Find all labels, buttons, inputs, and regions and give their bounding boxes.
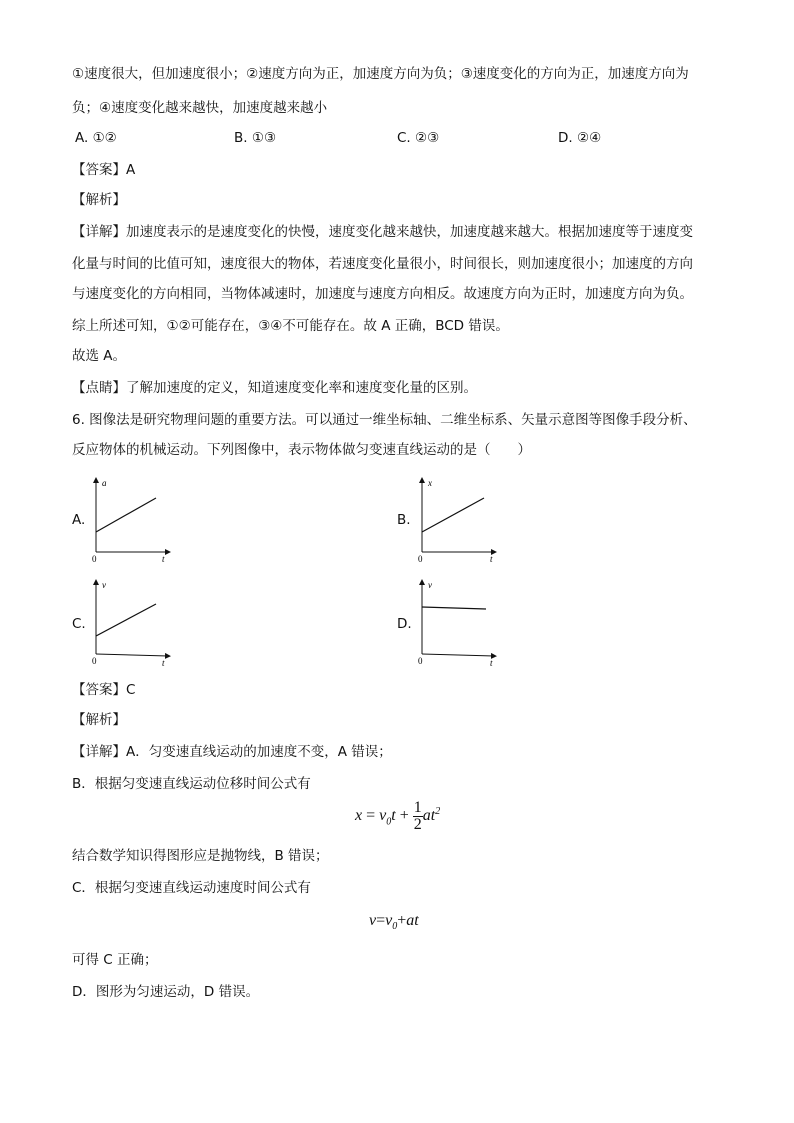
graph-line xyxy=(422,498,484,532)
q6-graph-b-option: B. xyxy=(397,512,411,528)
q6-analysis-title: 【解析】 xyxy=(72,712,126,728)
q5-detail-line3: 与速度变化的方向相同，当物体减速时，加速度与速度方向相反。故速度方向为正时，加速度方向为负。 xyxy=(72,286,693,302)
q5-answer: 【答案】A xyxy=(72,162,136,178)
q6-graph-c-option: C. xyxy=(72,616,86,632)
formula-fraction xyxy=(413,800,423,833)
q5-comment: 【点睛】了解加速度的定义，知道速度变化率和速度变化量的区别。 xyxy=(72,380,477,396)
q6-detail-c: C．根据匀变速直线运动速度时间公式有 xyxy=(72,880,311,896)
q5-detail-line1: 【详解】加速度表示的是速度变化的快慢，速度变化越来越快，加速度越来越大。根据加速度等于速度变 xyxy=(72,224,693,240)
origin-label: 0 xyxy=(418,554,423,564)
formula-at: at xyxy=(422,807,436,825)
q6-stem-line1: 6. 图像法是研究物理问题的重要方法。可以通过一维坐标轴、二维坐标系、矢量示意图等图像手段分析、 xyxy=(72,412,697,428)
q6-detail-c2: 可得 C 正确； xyxy=(72,952,158,968)
q5-option-c: C. ②③ xyxy=(397,130,440,146)
q5-option-a: A. ①② xyxy=(75,130,117,146)
formula-x: x xyxy=(355,807,363,825)
q5-stem-line1: ①速度很大，但加速度很小；②速度方向为正，加速度方向为负；③速度变化的方向为正，加速度方向为 xyxy=(72,66,689,82)
fraction-denominator: 2 xyxy=(413,816,422,833)
formula-eq: = xyxy=(362,807,380,825)
origin-label: 0 xyxy=(92,656,97,666)
formula-t: t xyxy=(391,807,396,825)
q6-detail-a: 【详解】A．匀变速直线运动的加速度不变，A 错误； xyxy=(72,744,392,760)
x-axis-label: t xyxy=(490,554,493,564)
formula-v: v xyxy=(369,912,377,929)
q6-graph-a-option: A. xyxy=(72,512,86,528)
x-axis-label: t xyxy=(490,658,493,668)
formula-sub0: 0 xyxy=(386,816,392,828)
q5-analysis-title: 【解析】 xyxy=(72,192,126,208)
y-axis-label: x xyxy=(428,478,432,488)
formula-displacement xyxy=(355,800,440,833)
q6-graph-d-option: D. xyxy=(397,616,412,632)
formula-v: v xyxy=(379,807,387,825)
formula-sup2: 2 xyxy=(435,805,441,817)
q5-option-d: D. ②④ xyxy=(558,130,602,146)
y-axis-label: a xyxy=(102,478,107,488)
q5-detail-line4: 综上所述可知，①②可能存在，③④不可能存在。故 A 正确，BCD 错误。 xyxy=(72,318,509,334)
graph-line xyxy=(96,604,156,636)
fraction-numerator: 1 xyxy=(413,799,422,816)
formula-velocity xyxy=(369,912,419,932)
q6-graph-b xyxy=(414,474,504,564)
formula-plus: + xyxy=(397,912,407,929)
y-axis-label: v xyxy=(102,580,106,590)
q5-stem-line2: 负；④速度变化越来越快，加速度越来越小 xyxy=(72,100,328,116)
formula-sub0: 0 xyxy=(392,921,398,933)
q5-option-b: B. ①③ xyxy=(234,130,277,146)
q6-stem-line2: 反应物体的机械运动。下列图像中，表示物体做匀变速直线运动的是（ ） xyxy=(72,442,531,458)
q6-graph-c xyxy=(88,576,178,668)
q6-detail-b: B．根据匀变速直线运动位移时间公式有 xyxy=(72,776,311,792)
graph-line xyxy=(96,498,156,532)
q5-detail-line2: 化量与时间的比值可知，速度很大的物体，若速度变化量很小，时间很长，则加速度很小；加速度的方向 xyxy=(72,256,693,272)
q6-graph-a xyxy=(88,474,178,564)
q6-graph-d xyxy=(414,576,504,668)
formula-eq: = xyxy=(376,912,386,929)
origin-label: 0 xyxy=(92,554,97,564)
formula-at: at xyxy=(406,912,419,929)
formula-v0: v xyxy=(385,912,393,929)
q5-choose: 故选 A。 xyxy=(72,348,127,364)
formula-plus: + xyxy=(395,807,413,825)
q6-detail-d: D．图形为匀速运动，D 错误。 xyxy=(72,984,260,1000)
x-axis xyxy=(96,654,168,656)
y-axis-label: v xyxy=(428,580,432,590)
x-axis xyxy=(422,654,494,656)
x-axis-label: t xyxy=(162,658,165,668)
graph-line xyxy=(422,607,486,609)
q6-detail-b2: 结合数学知识得图形应是抛物线，B 错误； xyxy=(72,848,329,864)
q6-answer: 【答案】C xyxy=(72,682,136,698)
origin-label: 0 xyxy=(418,656,423,666)
x-axis-label: t xyxy=(162,554,165,564)
